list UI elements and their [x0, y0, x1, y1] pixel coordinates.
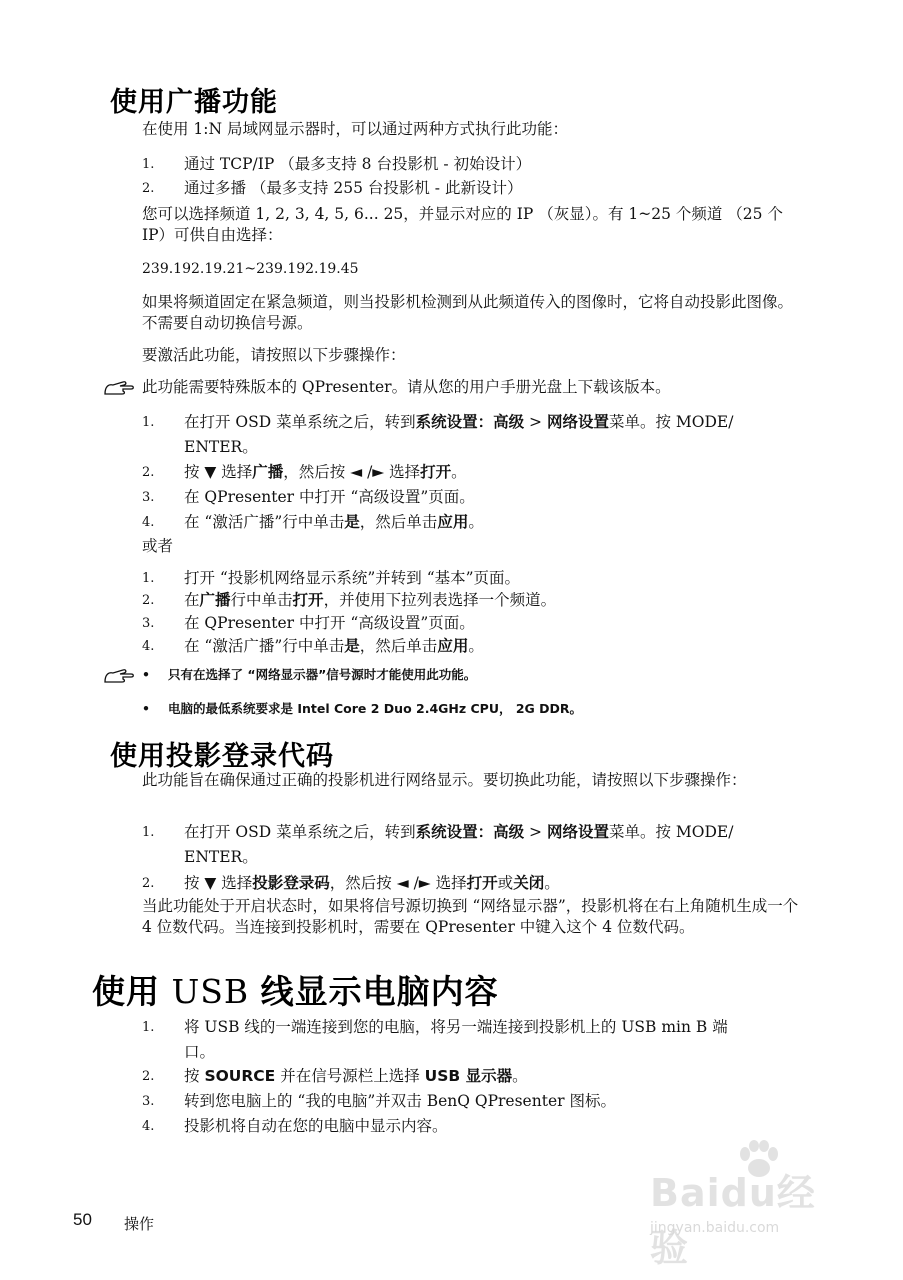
list-text: 打开 “投影机网络显示系统”并转到 “基本”页面。 [184, 569, 521, 587]
page-number: 50 [73, 1210, 92, 1229]
step-item [142, 460, 807, 485]
section-title-broadcast: 使用广播功能 [110, 87, 278, 118]
note-bullet: • 电脑的最低系统要求是 Intel Core 2 Duo 2.4GHz CPU， 2G DDR。 [142, 701, 583, 716]
section-title-usb-display: 使用 USB 线显示电脑内容 [92, 972, 499, 1011]
list-text: 按 ▼ 选择投影登录码，然后按 ◄ /► 选择打开或关闭。 [184, 874, 560, 892]
list-number: 4. [142, 1119, 155, 1134]
list-number: 1. [142, 571, 155, 586]
list-number: 2. [142, 181, 155, 196]
list-number: 4. [142, 515, 155, 530]
list-number: 1. [142, 415, 155, 430]
pointing-hand-note-icon [103, 666, 135, 686]
list-text: 按 ▼ 选择广播，然后按 ◄ /► 选择打开。 [184, 463, 467, 481]
step-item [142, 410, 807, 460]
list-text: 在打开 OSD 菜单系统之后，转到系统设置：高级 > 网络设置菜单。按 MODE/ ENTER。 [184, 823, 734, 866]
qpresenter-note: 此功能需要特殊版本的 QPresenter。请从您的用户手册光盘上下载该版本。 [142, 378, 671, 396]
list-number: 1. [142, 157, 155, 172]
step-item [142, 1114, 807, 1139]
list-number: 2. [142, 1069, 155, 1084]
list-number: 3. [142, 1094, 155, 1109]
list-number: 3. [142, 616, 155, 631]
list-number: 1. [142, 825, 155, 840]
activate-instruction: 要激活此功能，请按照以下步骤操作： [142, 346, 406, 364]
note-bullet: • 只有在选择了 “网络显示器”信号源时才能使用此功能。 [142, 667, 477, 682]
broadcast-intro: 在使用 1:N 局域网显示器时，可以通过两种方式执行此功能： [142, 120, 569, 138]
list-text: 在 QPresenter 中打开 “高级设置”页面。 [184, 488, 475, 506]
step-item [142, 1015, 807, 1065]
list-text: 将 USB 线的一端连接到您的电脑，将另一端连接到投影机上的 USB min B 端 口。 [184, 1018, 728, 1061]
step-item [142, 871, 807, 896]
step-item [142, 634, 807, 659]
mode-item [142, 176, 807, 201]
step-item [142, 510, 807, 535]
or-separator: 或者 [142, 537, 174, 555]
step-item [142, 588, 807, 613]
list-text: 在 QPresenter 中打开 “高级设置”页面。 [184, 614, 475, 632]
step-item [142, 611, 807, 636]
list-number: 2. [142, 465, 155, 480]
ip-range: 239.192.19.21~239.192.19.45 [142, 261, 359, 277]
section-title-login-code: 使用投影登录代码 [110, 741, 334, 772]
watermark-url: jingyan.baidu.com [650, 1220, 780, 1236]
step-item [142, 1064, 807, 1089]
step-item [142, 820, 807, 870]
list-number: 4. [142, 639, 155, 654]
pointing-hand-note-icon [103, 378, 135, 398]
list-number: 1. [142, 1020, 155, 1035]
list-text: 在 “激活广播”行中单击是，然后单击应用。 [184, 637, 484, 655]
list-text: 在 “激活广播”行中单击是，然后单击应用。 [184, 513, 484, 531]
list-text: 通过多播 （最多支持 255 台投影机 - 此新设计） [184, 179, 523, 197]
step-item [142, 1089, 807, 1114]
list-text: 转到您电脑上的 “我的电脑”并双击 BenQ QPresenter 图标。 [184, 1092, 616, 1110]
baidu-watermark [650, 1140, 850, 1270]
list-text: 通过 TCP/IP （最多支持 8 台投影机 - 初始设计） [184, 155, 532, 173]
list-text: 投影机将自动在您的电脑中显示内容。 [184, 1117, 448, 1135]
list-text: 在打开 OSD 菜单系统之后，转到系统设置：高级 > 网络设置菜单。按 MODE/ ENTER。 [184, 413, 734, 456]
list-number: 3. [142, 490, 155, 505]
watermark-logo: Baidu经验 [650, 1171, 816, 1270]
list-number: 2. [142, 593, 155, 608]
channel-paragraph: 您可以选择频道 1, 2, 3, 4, 5, 6... 25，并显示对应的 IP （灰显）。有 1~25 个频道 （25 个 IP）可供自由选择： [142, 205, 783, 244]
login-code-intro: 此功能旨在确保通过正确的投影机进行网络显示。要切换此功能，请按照以下步骤操作： [142, 771, 747, 789]
footer-section-label: 操作 [124, 1215, 155, 1233]
list-text: 按 SOURCE 并在信号源栏上选择 USB 显示器。 [184, 1067, 528, 1085]
step-item [142, 485, 807, 510]
login-code-outro: 当此功能处于开启状态时，如果将信号源切换到 “网络显示器”，投影机将在右上角随机生成一个 4 位数代码。当连接到投影机时，需要在 QPresenter 中键入这个 4 位数代码。 [142, 897, 799, 936]
list-text: 在广播行中单击打开，并使用下拉列表选择一个频道。 [184, 591, 557, 609]
list-number: 2. [142, 876, 155, 891]
mode-item [142, 152, 807, 177]
fixed-channel-paragraph: 如果将频道固定在紧急频道，则当投影机检测到从此频道传入的图像时，它将自动投影此图像。不需要自动切换信号源。 [142, 293, 794, 332]
